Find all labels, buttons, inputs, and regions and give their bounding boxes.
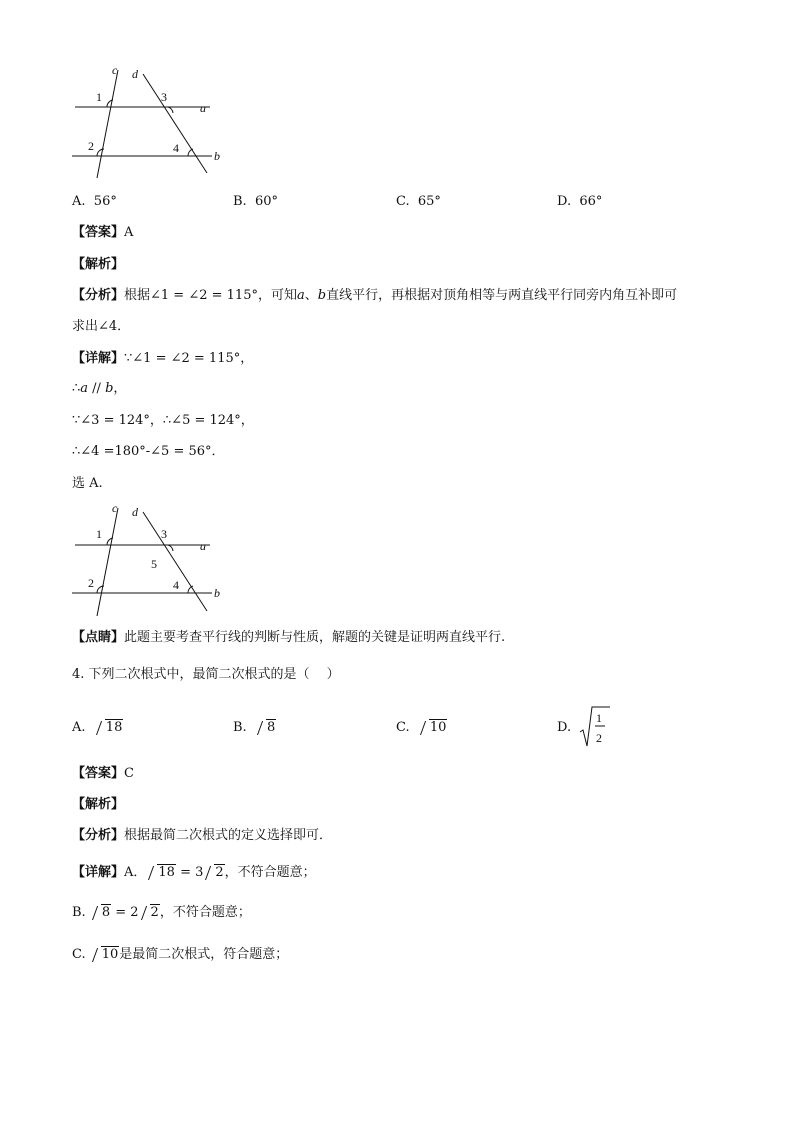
label-angle-5: 5 [151,557,157,571]
q4-option-c: C. 10 [396,720,447,735]
q3-detail-step3: ∵∠3 = 124°，∴∠5 = 124°， [72,413,254,428]
label-c: c [112,501,118,515]
sqrt-sign: 2 [141,904,160,922]
q4-option-a: A. 18 [72,720,123,735]
q3-fenxi-line1: 【分析】根据∠1 = ∠2 = 115°，可知a、b直线平行，再根据对顶角相等与两直线平行同旁内角互补即可 [72,288,678,303]
parallel-lines-figure-1 [60,60,230,180]
sqrt-sign: 10 [420,719,448,737]
label-angle-3: 3 [161,90,167,104]
label-d: d [132,67,138,81]
fraction-denominator: 2 [596,731,602,745]
q4-detail-b: B. 8 = 2 2，不符合题意； [72,905,251,920]
label-angle-1: 1 [96,90,102,104]
q4-option-b: B. 8 [233,720,276,735]
label-a: a [200,101,206,115]
q3-option-c: C. 65° [396,194,441,209]
q3-detail-step4: ∴∠4 =180°-∠5 = 56°． [72,444,225,459]
label-c: c [112,63,118,77]
sqrt-sign: 8 [92,904,111,922]
label-angle-2: 2 [88,139,94,153]
q4-answer: 【答案】C [72,766,134,781]
label-angle-3: 3 [161,527,167,541]
q4-detail-a: 【详解】A． 18 = 3 2，不符合题意； [72,865,316,880]
q3-option-a: A. 56° [72,194,117,209]
q3-fenxi-line2: 求出∠4． [72,319,131,334]
label-b: b [214,149,220,163]
q3-choose: 选 A. [72,476,103,491]
q3-option-b: B. 60° [233,194,278,209]
label-d: d [132,505,138,519]
q3-analysis-heading: 【解析】 [72,257,125,272]
q3-answer: 【答案】A [72,225,134,240]
q3-option-d: D. 66° [557,194,603,209]
sqrt-sign: 18 [96,719,124,737]
q4-analysis-heading: 【解析】 [72,797,125,812]
fraction-numerator: 1 [596,711,602,725]
sqrt-sign: 18 [148,864,176,882]
q4-option-d: D. [557,720,572,735]
sqrt-fraction-option-d [578,704,612,750]
label-angle-2: 2 [88,576,94,590]
label-angle-4: 4 [173,578,179,592]
sqrt-sign: 2 [205,864,224,882]
q4-fenxi: 【分析】根据最简二次根式的定义选择即可． [72,828,333,843]
q4-stem: 4. 下列二次根式中，最简二次根式的是（ ） [72,667,340,682]
q3-detail-step1: 【详解】∵∠1 = ∠2 = 115°， [72,351,254,366]
parallel-lines-figure-2 [60,500,230,620]
sqrt-sign: 10 [92,946,120,964]
sqrt-sign: 8 [257,719,276,737]
q4-detail-c: C. 10是最简二次根式，符合题意； [72,947,289,962]
label-angle-4: 4 [173,141,179,155]
label-b: b [214,586,220,600]
q3-dianjing: 【点睛】此题主要考查平行线的判断与性质，解题的关键是证明两直线平行. [72,630,506,645]
label-angle-1: 1 [96,527,102,541]
q3-detail-step2: ∴a // b， [72,381,127,396]
label-a: a [200,539,206,553]
